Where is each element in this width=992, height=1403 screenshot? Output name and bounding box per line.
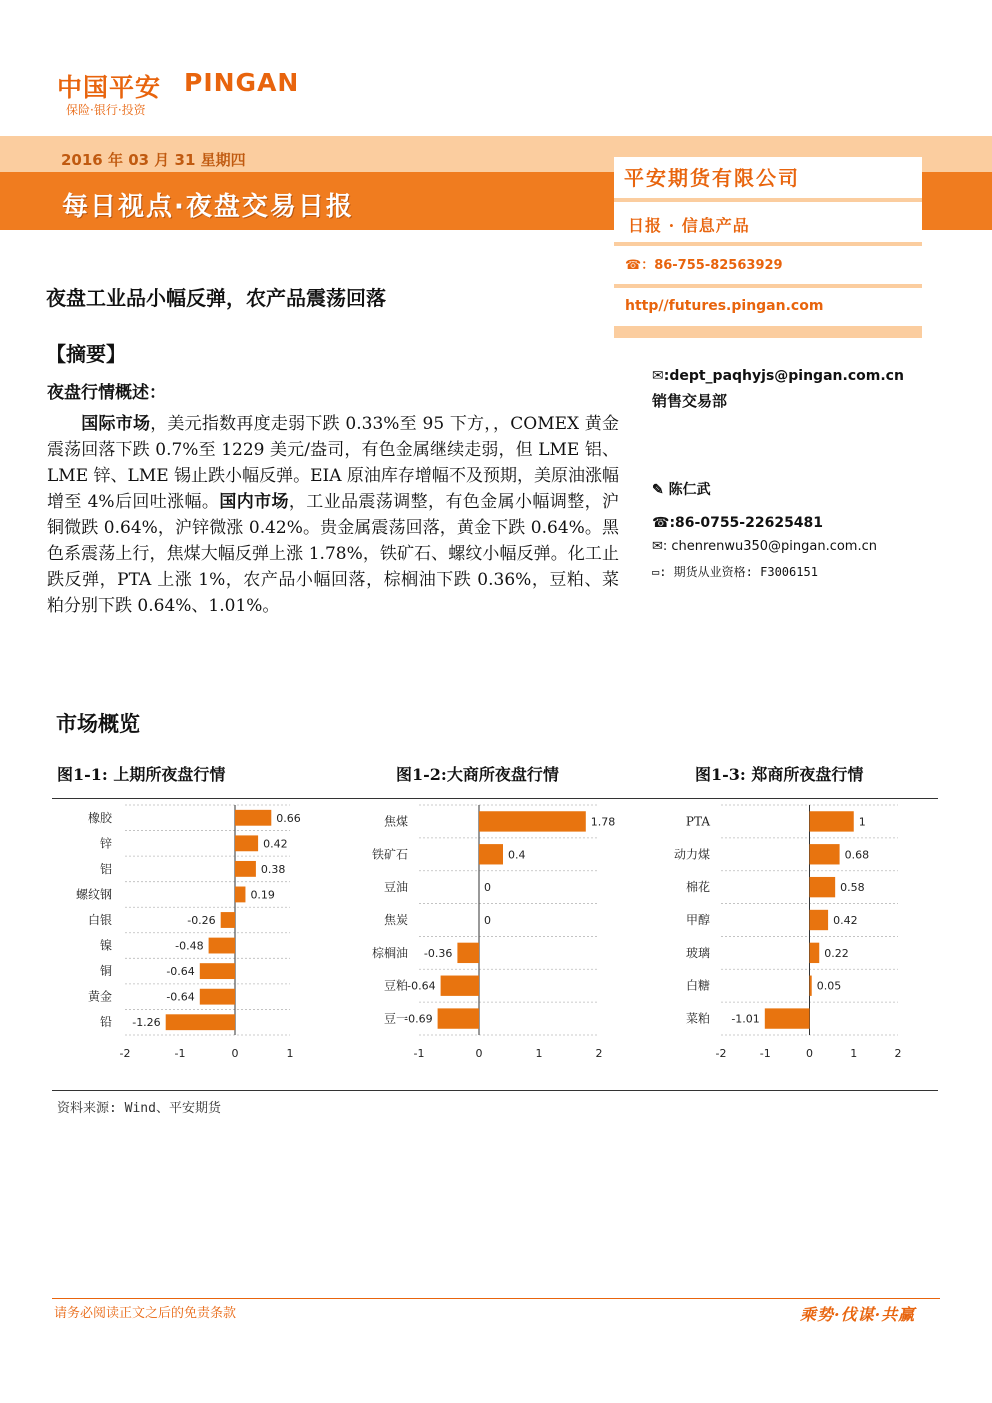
data-label: -1.01: [731, 1012, 760, 1026]
bar: [200, 963, 235, 979]
sidebar-url[interactable]: http//futures.pingan.com: [625, 298, 824, 314]
tick-label: -2: [119, 1047, 131, 1060]
sidebar-company: 平安期货有限公司: [624, 166, 800, 190]
bar: [457, 943, 479, 963]
data-label: 0.4: [508, 848, 526, 862]
bar: [441, 976, 479, 996]
overview-heading: 夜盘行情概述：: [47, 383, 166, 403]
data-label: 0.66: [276, 811, 301, 825]
chart-top-rule: [52, 798, 938, 799]
bar: [479, 844, 503, 864]
tick-label: -1: [413, 1047, 425, 1060]
bar: [438, 1008, 479, 1028]
data-label: 0.42: [833, 914, 858, 927]
data-label: -0.69: [404, 1012, 433, 1026]
tick-label: 1: [535, 1047, 543, 1060]
category-label: 豆一: [383, 1011, 408, 1026]
sidebar-divider: [614, 284, 922, 288]
data-label: 1.78: [590, 815, 616, 829]
tick-label: 0: [475, 1047, 483, 1060]
category-label: 玻璃: [685, 945, 710, 960]
tick-label: 1: [286, 1047, 294, 1060]
tick-label: 2: [894, 1047, 902, 1060]
bar: [479, 811, 586, 831]
tick-label: -1: [759, 1047, 771, 1060]
analyst-email[interactable]: ✉: chenrenwu350@pingan.com.cn: [652, 539, 877, 554]
dept-email[interactable]: ✉:dept_paqhyjs@pingan.com.cn: [652, 368, 904, 384]
bar: [209, 938, 235, 954]
category-label: 铁矿石: [371, 847, 408, 862]
bar: [235, 835, 258, 851]
intl-market-label: 国际市场: [81, 414, 151, 434]
data-label: -0.36: [423, 946, 453, 960]
sidebar-divider: [614, 326, 922, 338]
para-part1: ，美元指数再度走弱下跌 0.33%至 95 下方，，COMEX 黄金震荡回落下跌 0.7%至 1229 美元/盎司，有色金属继续走弱，但 LME 铝、LME 锌、LME 锡止跌小幅反弹。EIA 原油库存增幅不及预期，美原油涨幅增至 4%后回吐涨幅。: [47, 414, 619, 512]
data-label: -1.26: [132, 1016, 161, 1030]
dom-market-label: 国内市场: [219, 492, 289, 512]
category-label: 菜粕: [685, 1011, 710, 1026]
data-label: -0.48: [175, 939, 204, 953]
chart-title-3: 图1-3: 郑商所夜盘行情: [695, 765, 864, 784]
data-label: 0.19: [250, 888, 275, 902]
tick-label: 0: [231, 1047, 239, 1060]
sidebar-category: 日报 · 信息产品: [628, 216, 750, 235]
footer-slogan: 乘势·伐谋·共赢: [800, 1305, 916, 1324]
bar: [810, 943, 820, 963]
sidebar-divider: [614, 242, 922, 246]
chart-czce: [652, 800, 942, 1065]
data-label: -0.64: [407, 979, 436, 993]
overview-paragraph: [47, 411, 619, 619]
sidebar-divider: [614, 198, 922, 202]
category-label: 白银: [87, 913, 112, 927]
data-label: 1: [858, 815, 866, 829]
category-label: 焦煤: [383, 814, 408, 829]
market-heading: 市场概览: [56, 711, 140, 736]
tick-label: -2: [715, 1047, 727, 1060]
tick-label: 1: [850, 1047, 858, 1060]
analyst-phone: ☎:86-0755-22625481: [652, 515, 824, 531]
category-label: 甲醇: [685, 913, 710, 927]
logo-tagline: 保险·银行·投资: [66, 103, 146, 117]
category-label: 豆粕: [383, 978, 408, 993]
tick-label: 2: [595, 1047, 603, 1060]
category-label: 镍: [99, 938, 112, 953]
analyst-name: ✎ 陈仁武: [652, 482, 711, 498]
category-label: 豆油: [383, 880, 408, 895]
category-label: 螺纹钢: [75, 887, 112, 902]
analyst-license: ▭: 期货从业资格: F3006151: [652, 565, 818, 579]
bar: [200, 989, 235, 1005]
chart-shfe: [52, 800, 352, 1065]
bar: [810, 844, 840, 864]
tick-label: 0: [806, 1047, 813, 1060]
data-label: -0.64: [166, 990, 195, 1004]
abstract-heading: 【摘要】: [46, 342, 126, 366]
bar: [166, 1014, 235, 1030]
bar: [810, 976, 812, 996]
category-label: 铝: [99, 861, 112, 876]
category-label: 锌: [99, 836, 112, 851]
report-date: 2016 年 03 月 31 星期四: [61, 151, 246, 169]
report-title: 每日视点·夜盘交易日报: [62, 192, 354, 222]
category-label: 焦炭: [383, 913, 408, 927]
bar: [235, 887, 245, 903]
chart-title-2: 图1-2:大商所夜盘行情: [396, 765, 559, 784]
sidebar-phone: ☎：86-755-82563929: [625, 258, 783, 273]
category-label: 黄金: [87, 989, 112, 1004]
chart-bottom-rule: [52, 1090, 938, 1091]
bar: [810, 910, 829, 930]
data-label: 0.68: [844, 848, 870, 862]
data-label: 0: [484, 914, 491, 927]
chart-dce: [352, 800, 652, 1065]
bar: [235, 861, 256, 877]
category-label: 动力煤: [673, 847, 710, 862]
data-label: 0.58: [840, 881, 865, 895]
headline: 夜盘工业品小幅反弹，农产品震荡回落: [46, 286, 386, 310]
bar: [235, 810, 271, 826]
data-label: 0.42: [263, 837, 288, 851]
category-label: 橡胶: [87, 810, 112, 825]
chart-title-1: 图1-1: 上期所夜盘行情: [57, 765, 226, 784]
bar: [765, 1008, 810, 1028]
category-label: 白糖: [685, 978, 710, 993]
footer-rule: [52, 1298, 940, 1299]
category-label: 铜: [99, 964, 112, 979]
category-label: 铅: [99, 1015, 112, 1030]
data-label: 0.38: [260, 862, 286, 876]
data-label: 0.05: [816, 979, 842, 993]
logo-en: PINGAN: [184, 68, 300, 97]
tick-label: -1: [174, 1047, 186, 1060]
category-label: 棕榈油: [371, 945, 408, 960]
data-label: 0.22: [824, 946, 849, 960]
bar: [810, 877, 836, 897]
bar: [221, 912, 235, 928]
data-label: -0.26: [187, 914, 216, 927]
logo-cn: 中国平安: [57, 73, 162, 102]
bar: [810, 811, 854, 831]
dept-name: 销售交易部: [652, 392, 728, 410]
data-label: 0: [484, 881, 491, 895]
category-label: 棉花: [685, 880, 710, 895]
footer-disclaimer[interactable]: 请务必阅读正文之后的免责条款: [54, 1306, 237, 1321]
category-label: PTA: [685, 814, 710, 829]
para-part2: ，工业品震荡调整，有色金属小幅调整，沪铜微跌 0.64%，沪锌微涨 0.42%。贵金属震荡回落，黄金下跌 0.64%。黑色系震荡上行，焦煤大幅反弹上涨 1.78%，铁矿石、螺纹小幅反弹。化工止跌反弹，PTA 上涨 1%，农产品小幅回落，棕榈油下跌 0.36%，豆粕、菜粕分别下跌 0.64%、1.01%。: [47, 492, 620, 616]
source-note: 资料来源: Wind、平安期货: [57, 1101, 221, 1116]
data-label: -0.64: [166, 965, 195, 979]
